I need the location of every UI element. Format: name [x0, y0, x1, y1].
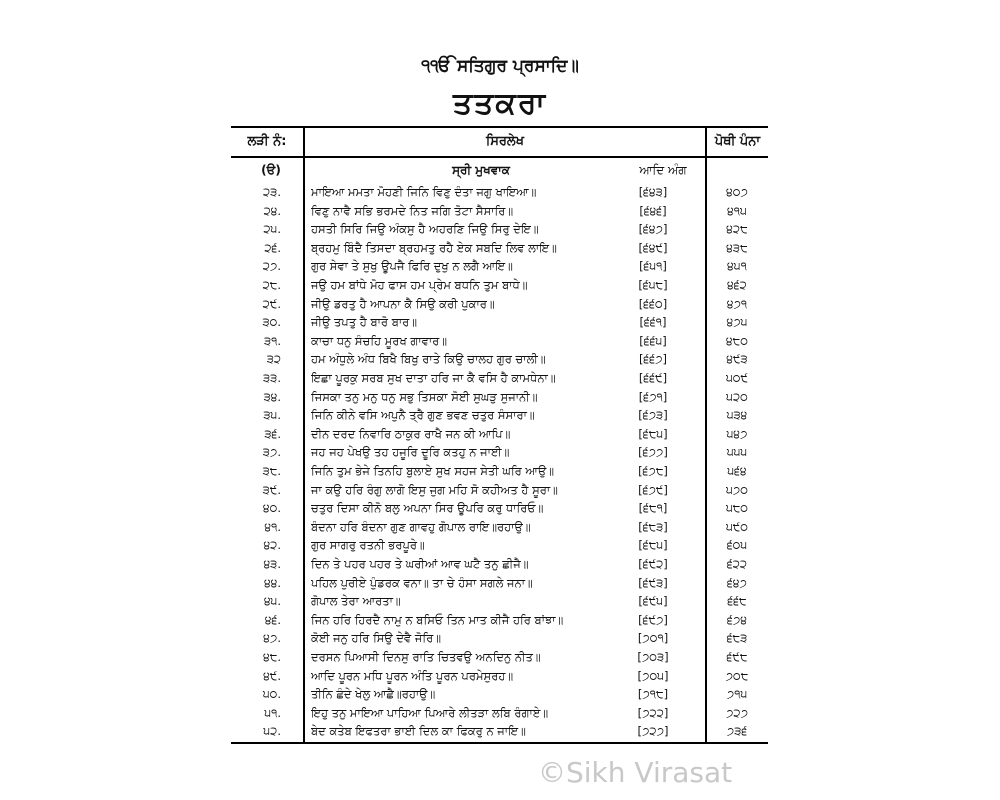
entry-title: ਦੀਨ ਦਰਦ ਨਿਵਾਰਿ ਠਾਕੁਰ ਰਾਖੈ ਜਨ ਕੀ ਆਪਿ॥: [311, 426, 511, 441]
serial-number: ੫੨.: [263, 724, 281, 739]
watermark: ©Sikh Virasat: [538, 756, 733, 789]
table-row: [231, 517, 768, 537]
adi-ang: [੬੭੩]: [638, 408, 668, 423]
pothi-page: ੫੫੫: [726, 445, 748, 460]
entry-title: ਗੁਰ ਸਾਗਰੁ ਰਤਨੀ ਭਰਪੂਰੇ॥: [311, 538, 425, 553]
entry-title: ਆਦਿ ਪੂਰਨ ਮਧਿ ਪੂਰਨ ਅੰਤਿ ਪੂਰਨ ਪਰਮੇਸੁਰਹ॥: [311, 668, 514, 683]
table-row: [231, 535, 768, 555]
adi-ang: [੬੬੧]: [639, 315, 667, 330]
table-row: [231, 442, 768, 462]
table-row: [231, 368, 768, 388]
entry-title: ਜਿਨਿ ਕੀਨੇ ਵਸਿ ਅਪੁਨੈ ਤ੍ਰੈ ਗੁਣ ਭਵਣ ਚਤੁਰ ਸੰਸਾਰਾ॥: [311, 408, 535, 423]
pothi-page: ੪੭੧: [726, 296, 748, 311]
table-row: [231, 238, 768, 258]
adi-ang: [੬੯੩]: [638, 575, 668, 590]
adi-ang: [੬੯੫]: [638, 594, 668, 609]
table-row: [231, 294, 768, 314]
table-row: [231, 405, 768, 425]
serial-number: ੨੬.: [264, 240, 281, 255]
pothi-page: ੬੦੫: [726, 538, 748, 553]
adi-ang: [੭੨੨]: [637, 705, 669, 720]
header-page: ਪੋਥੀ ਪੰਨਾ: [714, 134, 761, 149]
pothi-page: ੬੮੩: [726, 631, 748, 646]
pothi-page: ੭੩੬: [726, 724, 748, 739]
serial-number: ੩੭.: [262, 445, 281, 460]
invocation-heading: ੧ੴ ਸਤਿਗੁਰ ਪ੍ਰਸਾਦਿ॥: [421, 56, 579, 76]
entry-title: ਦਰਸਨ ਪਿਆਸੀ ਦਿਨਸੁ ਰਾਤਿ ਚਿਤਵਉ ਅਨਦਿਨੁ ਨੀਤ॥: [311, 650, 541, 664]
serial-number: ੪੩.: [263, 557, 281, 571]
table-row: [231, 349, 768, 369]
serial-number: ੪੧.: [264, 519, 281, 534]
pothi-page: ੬੭੪: [727, 612, 747, 627]
pothi-page: ੪੯੩: [726, 352, 748, 367]
serial-number: ੪੯.: [263, 668, 281, 683]
serial-number: ੩੧.: [263, 333, 281, 348]
entry-title: ਕਾਚਾ ਧਨੁ ਸੰਚਹਿ ਮੂਰਖ ਗਾਵਾਰ॥: [311, 333, 448, 348]
pothi-page: ੪੩੮: [726, 240, 748, 255]
adi-ang: [੬੮੧]: [638, 501, 668, 516]
pothi-page: ੬੨੨: [726, 557, 748, 571]
table-row: [231, 387, 768, 407]
header-serial-number: ਲੜੀ ਨੰ:: [247, 134, 287, 149]
pothi-page: ੫੬੪: [727, 464, 747, 478]
pothi-page: ੫੨੦: [726, 389, 748, 404]
adi-ang: [੬੭੮]: [638, 464, 668, 478]
adi-ang: [੬੪੬]: [639, 203, 667, 218]
table-row: [231, 461, 768, 481]
adi-ang: [੬੬੦]: [638, 296, 668, 311]
serial-number: ੪੦.: [262, 501, 281, 516]
pothi-page: ੫੦੯: [725, 371, 749, 385]
table-row: [231, 610, 768, 630]
pothi-page: ੬੪੭: [727, 575, 747, 590]
adi-ang: [੬੪੭]: [638, 222, 668, 237]
adi-ang: [੬੫੧]: [639, 259, 667, 274]
adi-ang: [੬੬੯]: [638, 371, 668, 385]
pothi-page: ੪੨੮: [726, 222, 748, 237]
entry-title: ਪਹਿਲ ਪੁਰੀਏ ਪੁੰਡਰਕ ਵਨਾ॥ ਤਾ ਚੇ ਹੰਸਾ ਸਗਲੇ ਜਨਾ॥: [311, 575, 533, 590]
pothi-page: ੭੨੭: [726, 705, 748, 720]
entry-title: ਬੇਦ ਕਤੇਬ ਇਫਤਰਾ ਭਾਈ ਦਿਲ ਕਾ ਫਿਕਰੁ ਨ ਜਾਇ॥: [311, 724, 526, 739]
adi-ang: [੭੧੮]: [637, 687, 669, 702]
serial-number: ੩੦.: [262, 315, 281, 330]
adi-ang: [੬੮੫]: [638, 538, 668, 553]
pothi-page: ੪੮੦: [726, 333, 748, 348]
entry-title: ਜਹ ਜਹ ਪੇਖਉ ਤਹ ਹਜੂਰਿ ਦੂਰਿ ਕਤਹੁ ਨ ਜਾਈ॥: [311, 445, 510, 460]
adi-ang: [੭੦੫]: [637, 668, 669, 683]
entry-title: ਕੋਈ ਜਨੁ ਹਰਿ ਸਿਉ ਦੇਵੈ ਜੋਰਿ॥: [311, 631, 441, 646]
entry-title: ਬ੍ਰਹਮੁ ਬਿੰਦੈ ਤਿਸਦਾ ਬ੍ਰਹਮਤੁ ਰਹੈ ਏਕ ਸਬਦਿ ਲਿਵ ਲਾਇ॥: [311, 240, 557, 255]
table-row: [231, 628, 768, 648]
adi-ang: [੬੪੩]: [638, 185, 668, 199]
table-row: [231, 424, 768, 444]
table-row: [231, 591, 768, 611]
serial-number: ੪੨.: [263, 538, 281, 553]
entry-title: ਹਸਤੀ ਸਿਰਿ ਜਿਉ ਅੰਕਸੁ ਹੈ ਅਹਰਣਿ ਜਿਉ ਸਿਰੁ ਦੇਇ॥: [311, 222, 539, 237]
pothi-page: ੫੯੦: [725, 519, 749, 534]
table-row: [231, 573, 768, 593]
table-row: [231, 219, 768, 239]
serial-number: ੫੧.: [264, 705, 281, 720]
entry-title: ਜਿਨ ਹਰਿ ਹਿਰਦੈ ਨਾਮੁ ਨ ਬਸਿਓ ਤਿਨ ਮਾਤ ਕੀਜੈ ਹਰਿ ਬਾਂਝਾ॥: [311, 612, 564, 627]
entry-title: ਇਛਾ ਪੂਰਕੁ ਸਰਬ ਸੁਖ ਦਾਤਾ ਹਰਿ ਜਾ ਕੈ ਵਸਿ ਹੈ ਕਾਮਧੇਨਾ॥: [311, 371, 556, 385]
entry-title: ਹਮ ਅੰਧੁਲੇ ਅੰਧ ਬਿਖੈ ਬਿਖੁ ਰਾਤੇ ਕਿਉ ਚਾਲਹ ਗੁਰ ਚਾਲੀ॥: [311, 352, 546, 367]
serial-number: ੩੩.: [263, 371, 281, 385]
adi-ang: [੬੭੯]: [638, 482, 668, 497]
serial-number: ੩੪.: [263, 389, 281, 404]
table-row: [231, 331, 768, 351]
serial-number: ੨੩.: [263, 185, 281, 199]
entry-title: ਜੀਉ ਡਰਤੁ ਹੈ ਆਪਨਾ ਕੈ ਸਿਉ ਕਰੀ ਪੁਕਾਰ॥: [311, 296, 495, 311]
entry-title: ਗੋਪਾਲ ਤੇਰਾ ਆਰਤਾ॥: [311, 594, 401, 609]
entry-title: ਦਿਨ ਤੇ ਪਹਰ ਪਹਰ ਤੇ ਘਰੀਆਂ ਆਵ ਘਟੈ ਤਨੁ ਛੀਜੈ॥: [311, 557, 529, 571]
serial-number: ੩੯.: [262, 482, 281, 497]
adi-ang: [੭੨੭]: [637, 724, 669, 739]
entry-title: ਜਾ ਕਉ ਹਰਿ ਰੰਗੁ ਲਾਗੋ ਇਸੁ ਜੁਗ ਮਹਿ ਸੋ ਕਹੀਅਤ ਹੈ ਸੂਰਾ॥: [311, 482, 558, 497]
adi-ang: [੬੮੫]: [638, 426, 668, 441]
adi-ang: [੭੦੩]: [637, 650, 669, 664]
entry-title: ਜਿਸਕਾ ਤਨੁ ਮਨੁ ਧਨੁ ਸਭੁ ਤਿਸਕਾ ਸੋਈ ਸੁਘੜੁ ਸੁਜਾਨੀ॥: [311, 389, 538, 404]
table-row: [231, 312, 768, 332]
adi-ang: [੬੭੭]: [638, 445, 668, 460]
pothi-page: ੫੮੦: [725, 501, 749, 516]
adi-ang: [੬੮੩]: [638, 519, 668, 534]
adi-ang-label: ਆਦਿ ਅੰਗ: [639, 163, 687, 177]
pothi-page: ੪੭੫: [726, 315, 748, 330]
table-row: [231, 684, 768, 704]
pothi-page: ੫੩੪: [726, 408, 748, 423]
pothi-page: ੪੧੫: [727, 203, 747, 218]
table-row: [231, 721, 768, 741]
pothi-page: ੭੧੫: [726, 687, 748, 702]
entry-title: ਵਿਣੁ ਨਾਵੈ ਸਭਿ ਭਰਮਦੇ ਨਿਤ ਜਗਿ ਤੋਟਾ ਸੈਸਾਰਿ॥: [311, 203, 514, 218]
pothi-page: ੪੬੨: [727, 278, 747, 292]
pothi-page: ੪੦੭: [726, 185, 748, 199]
adi-ang: [੬੪੯]: [638, 240, 668, 255]
table-header: [231, 126, 768, 158]
entry-title: ਚਤੁਰ ਦਿਸਾ ਕੀਨੋ ਬਲੁ ਅਪਨਾ ਸਿਰ ਊਪਰਿ ਕਰੁ ਧਾਰਿਓ॥: [311, 501, 544, 516]
serial-number: ੪੬.: [264, 612, 281, 627]
adi-ang: [੭੦੧]: [637, 631, 669, 646]
table-row: [231, 666, 768, 686]
entry-title: ਜੀਉ ਤਪਤੁ ਹੈ ਬਾਰੋ ਬਾਰ॥: [311, 315, 418, 330]
header-title: ਸਿਰਲੇਖ: [486, 134, 524, 149]
serial-number: ੨੮.: [262, 278, 281, 292]
table-row: [231, 647, 768, 667]
entry-title: ਤੀਨਿ ਛੰਦੇ ਖੇਲੁ ਆਛੈ॥ਰਹਾਉ॥: [311, 687, 436, 702]
contents-table: [231, 126, 768, 744]
pothi-page: ੫੭੦: [726, 482, 748, 497]
section-title: ਸ੍ਰੀ ਮੁਖਵਾਕ: [452, 163, 510, 177]
adi-ang: [੬੯੭]: [638, 612, 668, 627]
serial-number: ੪੪.: [264, 575, 281, 590]
section-number: (ੳ): [261, 163, 281, 177]
pothi-page: ੪੫੧: [727, 259, 747, 274]
serial-number: ੨੭.: [262, 259, 281, 274]
serial-number: ੩੬.: [264, 426, 281, 441]
serial-number: ੩੨: [266, 352, 281, 367]
serial-number: ੩੮.: [262, 464, 281, 478]
entry-title: ਗੁਰ ਸੇਵਾ ਤੇ ਸੁਖੁ ਊਪਜੈ ਫਿਰਿ ਦੁਖੁ ਨ ਲਗੈ ਆਇ॥: [311, 259, 513, 274]
serial-number: ੨੪.: [263, 203, 281, 218]
adi-ang: [੬੫੮]: [638, 278, 668, 292]
table-row: [231, 182, 768, 202]
adi-ang: [੬੬੫]: [639, 333, 667, 348]
entry-title: ਜਉ ਹਮ ਬਾਂਧੇ ਮੋਹ ਫਾਸ ਹਮ ਪ੍ਰੇਮ ਬਧਨਿ ਤੁਮ ਬਾਧੇ॥: [311, 278, 528, 292]
serial-number: ੫੦.: [262, 687, 281, 702]
adi-ang: [੬੬੭]: [638, 352, 668, 367]
adi-ang: [੬੭੧]: [638, 389, 668, 404]
pothi-page: ੬੬੮: [727, 594, 747, 609]
page-title: ਤਤਕਰਾ: [452, 86, 548, 121]
table-row: [231, 275, 768, 295]
entry-title: ਇਹੁ ਤਨੁ ਮਾਇਆ ਪਾਹਿਆ ਪਿਆਰੇ ਲੀਤੜਾ ਲਬਿ ਰੰਗਾਏ॥: [311, 705, 549, 720]
serial-number: ੩੫.: [263, 408, 281, 423]
table-row: [231, 480, 768, 500]
entry-title: ਮਾਇਆ ਮਮਤਾ ਮੋਹਣੀ ਜਿਨਿ ਵਿਣੁ ਦੰਤਾ ਜਗੁ ਖਾਇਆ॥: [311, 185, 537, 199]
table-bottom-rule: [231, 742, 768, 744]
serial-number: ੪੫.: [263, 594, 281, 609]
serial-number: ੨੫.: [263, 222, 281, 237]
table-row: [231, 703, 768, 723]
pothi-page: ੬੯੮: [726, 650, 748, 664]
entry-title: ਜਿਨਿ ਤੁਮ ਭੇਜੇ ਤਿਨਹਿ ਬੁਲਾਏ ਸੁਖ ਸਹਜ ਸੇਤੀ ਘਰਿ ਆਉ॥: [311, 464, 555, 478]
serial-number: ੪੭.: [263, 631, 281, 646]
serial-number: ੨੯.: [262, 296, 281, 311]
entry-title: ਬੰਦਨਾ ਹਰਿ ਬੰਦਨਾ ਗੁਣ ਗਾਵਹੁ ਗੋਪਾਲ ਰਾਇ॥ਰਹਾਉ॥: [311, 519, 531, 534]
table-row: [231, 498, 768, 518]
adi-ang: [੬੯੨]: [638, 557, 668, 571]
table-row: [231, 201, 768, 221]
table-row: [231, 256, 768, 276]
pothi-page: ੫੪੭: [726, 426, 748, 441]
pothi-page: ੭੦੮: [725, 668, 749, 683]
table-row: [231, 554, 768, 574]
serial-number: ੪੮.: [263, 650, 281, 664]
